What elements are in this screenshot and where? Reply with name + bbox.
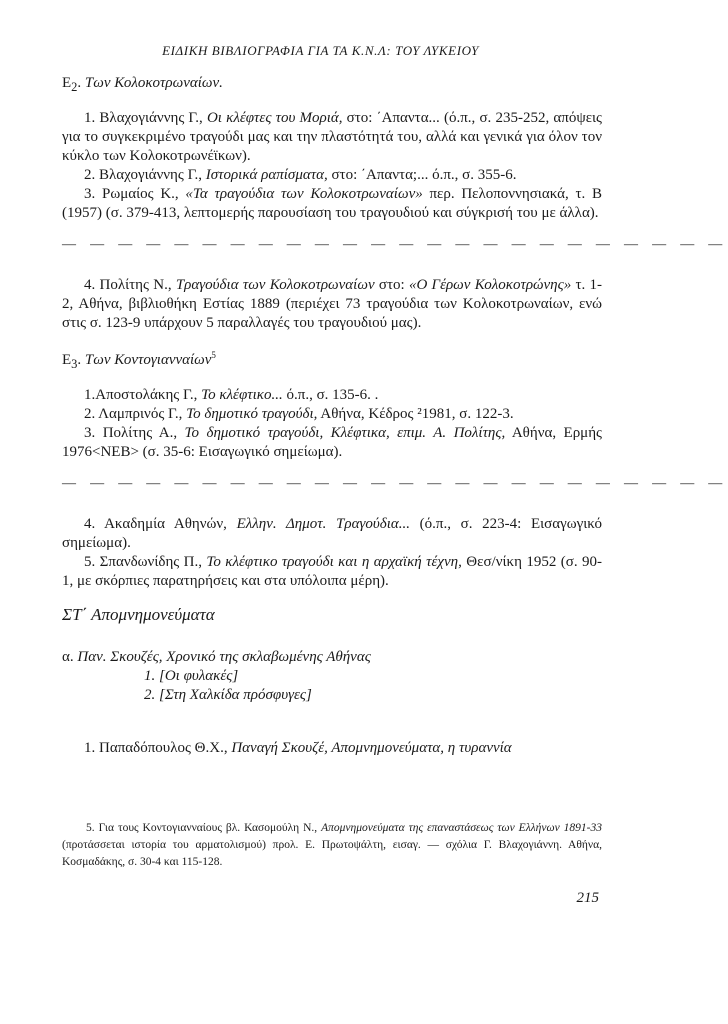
entry-author: 3. Πολίτης Α., [84, 425, 185, 441]
bibliography-entry [62, 185, 602, 223]
entry-author: 1. Βλαχογιάννης Γ., [84, 110, 207, 126]
section-label: Ε [62, 75, 72, 91]
dashed-separator: — — — — — — — — — — — — — — — — — — — — — — — — [62, 237, 728, 252]
entry-details: Αθήνα, Κέδρος ²1981, σ. 122-3. [317, 406, 514, 422]
running-header: ΕΙΔΙΚΗ ΒΙΒΛΙΟΓΡΑΦΙΑ ΓΙΑ ΤΑ Κ.Ν.Λ: ΤΟΥ ΛΥΚΕΙΟΥ [162, 43, 479, 58]
subsection-label: α. [62, 649, 78, 665]
entry-author: 1.Αποστολάκης Γ., [84, 387, 202, 403]
section-subscript: 2 [71, 80, 78, 94]
section-heading-e3: $E_3$. Των Κοντογιανναίων$^5$ [62, 350, 216, 371]
bibliography-entry [62, 553, 602, 591]
bibliography-entry [62, 405, 602, 424]
bibliography-entry [62, 424, 602, 462]
section-heading-e2: $E_2$. Των Κολοκοτρωναίων. [62, 75, 223, 94]
entry-source: «Ο Γέρων Κολοκοτρώνης» [408, 277, 572, 293]
entry-author: 4. Ακαδημία Αθηνών, [84, 516, 237, 532]
section-label: Ε [62, 352, 72, 368]
footnote-title: Απομνημονεύματα της επαναστάσεως των Ελλήνων 1891-33 [321, 822, 602, 834]
entry-title: Ιστορικά ραπίσματα, [205, 167, 328, 183]
entry-author: 1. Παπαδόπουλος Θ.Χ., [84, 740, 232, 756]
bibliography-entry [62, 515, 602, 553]
footnote-marker: 5 [211, 350, 216, 360]
entry-title: Τραγούδια των Κολοκοτρωναίων [175, 277, 375, 293]
footnote-details: (προτάσσεται ιστορία του αρματολισμού) προλ. Ε. Πρωτοψάλτη, εισαγ. — σχόλια Γ. Βλαχογιάννη. Αθήνα, Κοσμαδάκης, σ. 30-4 και 115-128. [62, 839, 602, 868]
entry-details: Θεσ/νίκη 1952 (σ. 90-1, με σκόρπιες παρατηρήσεις και στα υπόλοιπα μέρη). [62, 554, 603, 589]
subsection-title: Παν. Σκουζές, Χρονικό της σκλαβωμένης Αθήνας [77, 649, 371, 665]
entry-title: Το κλέφτικο τραγούδι και η αρχαϊκή τέχνη, [206, 554, 462, 570]
bibliography-entry [62, 276, 602, 333]
subsection-list-item: 1. [Οι φυλακές] [144, 668, 239, 684]
bibliography-entry [62, 739, 602, 758]
entry-details: ό.π., σ. 135-6. . [282, 387, 379, 403]
footnote-text: 5. Για τους Κοντογιανναίους βλ. Κασομούλη Ν., [86, 822, 322, 834]
subsection-list [144, 667, 602, 705]
section-title: Των Κολοκοτρωναίων. [84, 75, 223, 91]
entry-author: 3. Ρωμαίος Κ., [84, 186, 186, 202]
bibliography-entry [62, 166, 602, 185]
page-body [62, 74, 728, 773]
entry-details: Αθήνα, Ερμής 1976<ΝΕΒ> (σ. 35-6: Εισαγωγικό σημείωμα). [62, 425, 603, 460]
section-heading-st: ΣΤ΄ Απομνημονεύματα [62, 605, 215, 624]
entry-details: στο: ΄Απαντα;... ό.π., σ. 355-6. [327, 167, 517, 183]
dashed-separator: — — — — — — — — — — — — — — — — — — — — — — — — [62, 476, 728, 491]
entry-title: Το κλέφτικο... [201, 387, 283, 403]
page-number: 215 [576, 890, 599, 906]
entry-title: Ελλην. Δημοτ. Τραγούδια... [236, 516, 411, 532]
entry-author: 2. Βλαχογιάννης Γ., [84, 167, 206, 183]
subsection-list-item: 2. [Στη Χαλκίδα πρόσφυγες] [144, 687, 312, 703]
entry-title: Το δημοτικό τραγούδι, Κλέφτικα, επιμ. Α. Πολίτης, [184, 425, 506, 441]
subsection-a [62, 648, 602, 667]
entry-author: 4. Πολίτης Ν., [84, 277, 176, 293]
entry-connector: στο: [374, 277, 409, 293]
entry-details: (ό.π., σ. 223-4: Εισαγωγικό σημείωμα). [62, 516, 602, 551]
bibliography-entry [62, 109, 602, 166]
entry-author: 5. Σπανδωνίδης Π., [84, 554, 207, 570]
section-title: Των Κοντογιανναίων [84, 352, 212, 368]
section-subscript: 3 [71, 357, 78, 371]
entry-details: τ. 1-2, Αθήνα, βιβλιοθήκη Εστίας 1889 (περιέχει 73 τραγούδια των Κολοκοτρωναίων, ενώ στις σ. 123-9 υπάρχουν 5 παραλλαγές του τραγουδιού μας). [62, 277, 603, 331]
entry-details: περ. Πελοποννησιακά, τ. Β (1957) (σ. 379-413, λεπτομερής παρουσίαση του τραγουδιού και σύγκρισή του με άλλα). [62, 186, 602, 221]
entry-title: Παναγή Σκουζέ, Απομνημονεύματα, η τυραννία [231, 740, 512, 756]
footnote [62, 820, 602, 871]
entry-title: Οι κλέφτες του Μοριά, [206, 110, 343, 126]
entry-title: Το δημοτικό τραγούδι, [186, 406, 318, 422]
entry-title: «Τα τραγούδια των Κολοκοτρωναίων» [185, 186, 423, 202]
entry-details: στο: ΄Απαντα... (ό.π., σ. 235-252, απόψεις για το συγκεκριμένο τραγούδι μας και την πλαστότητά του, αλλά και γενικά για όλον τον κύκλο των Κολοκοτρωνέϊκων). [62, 110, 602, 164]
bibliography-entry [62, 386, 602, 405]
entry-author: 2. Λαμπρινός Γ., [84, 406, 187, 422]
